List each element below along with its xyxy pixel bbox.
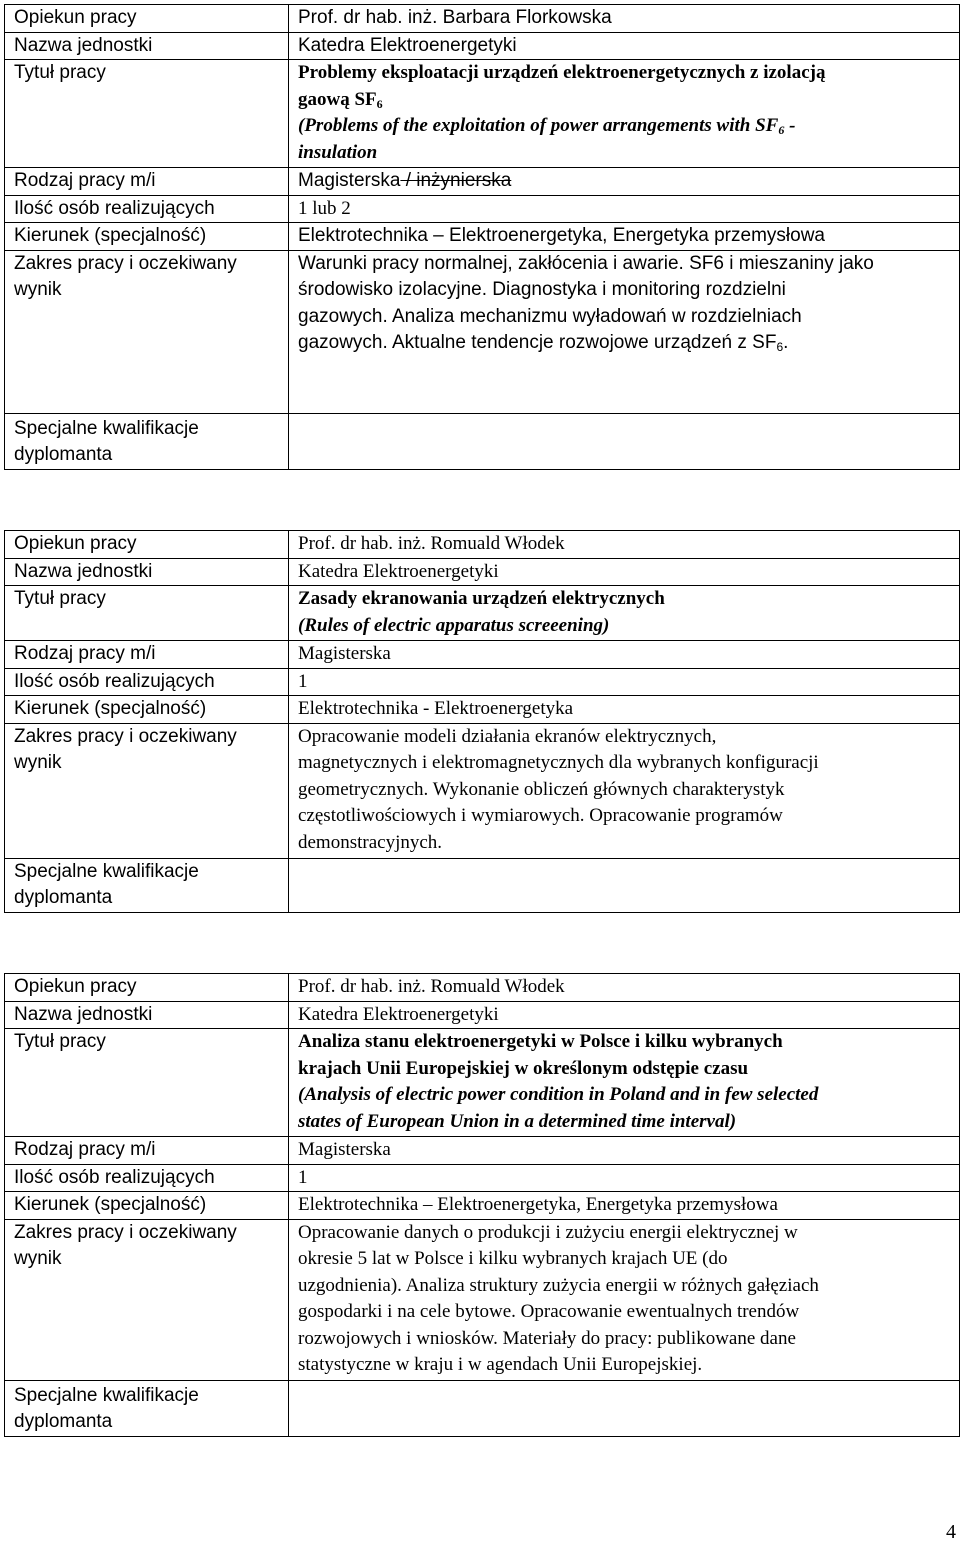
value-supervisor: Prof. dr hab. inż. Romuald Włodek (289, 974, 960, 1002)
label-scope: Zakres pracy i oczekiwany wynik (5, 250, 289, 413)
value-unit: Katedra Elektroenergetyki (289, 1001, 960, 1029)
label-supervisor: Opiekun pracy (5, 531, 289, 559)
label-unit: Nazwa jednostki (5, 1001, 289, 1029)
value-qualifications (289, 413, 960, 469)
title-pl-line: Zasady ekranowania urządzeń elektrycznych (298, 588, 665, 609)
struck-type: / inżynierska (400, 170, 512, 191)
label-persons: Ilość osób realizujących (5, 1164, 289, 1192)
label-field: Kierunek (specjalność) (5, 696, 289, 724)
value-qualifications (289, 1380, 960, 1436)
value-title (289, 586, 960, 641)
title-en-line: (Rules of electric apparatus screeening) (298, 614, 610, 636)
thesis-table-3 (4, 973, 960, 1437)
value-qualifications (289, 858, 960, 912)
title-pl-line: Analiza stanu elektroenergetyki w Polsce i kilku wybranych (298, 1031, 783, 1052)
value-field: Elektrotechnika – Elektroenergetyka, Energetyka przemysłowa (289, 223, 960, 251)
value-supervisor: Prof. dr hab. inż. Romuald Włodek (289, 531, 960, 559)
value-field: Elektrotechnika – Elektroenergetyka, Energetyka przemysłowa (289, 1192, 960, 1220)
title-pl-line: Problemy eksploatacji urządzeń elektroenergetycznych z izolacją (298, 62, 826, 83)
thesis-table-2 (4, 530, 960, 913)
value-supervisor: Prof. dr hab. inż. Barbara Florkowska (289, 5, 960, 33)
label-field: Kierunek (specjalność) (5, 1192, 289, 1220)
label-qualifications: Specjalne kwalifikacje dyplomanta (5, 413, 289, 469)
value-persons: 1 (289, 1164, 960, 1192)
label-field: Kierunek (specjalność) (5, 223, 289, 251)
value-scope: Opracowanie danych o produkcji i zużyciu energii elektrycznej w okresie 5 lat w Polsce i kilku wybranych krajach UE (do uzgodnienia). Analiza struktury zużycia energii w różnych gałęziach gospodarki i na cele bytowe. Opracowanie ewentualnych trendów rozwojowych i wniosków. Materiały do pracy: publikowane dane statystyczne w kraju i w agendach Unii Europejskiej. (289, 1219, 960, 1380)
value-title (289, 1029, 960, 1137)
value-unit: Katedra Elektroenergetyki (289, 558, 960, 586)
label-title: Tytuł pracy (5, 586, 289, 641)
value-type: Magisterska (289, 1137, 960, 1165)
value-unit: Katedra Elektroenergetyki (289, 32, 960, 60)
value-field: Elektrotechnika - Elektroenergetyka (289, 696, 960, 724)
label-type: Rodzaj pracy m/i (5, 168, 289, 196)
label-unit: Nazwa jednostki (5, 558, 289, 586)
title-en-line: states of European Union in a determined time interval) (298, 1110, 737, 1132)
label-persons: Ilość osób realizujących (5, 668, 289, 696)
label-title: Tytuł pracy (5, 1029, 289, 1137)
label-title: Tytuł pracy (5, 60, 289, 168)
label-persons: Ilość osób realizujących (5, 195, 289, 223)
label-supervisor: Opiekun pracy (5, 974, 289, 1002)
value-scope: Warunki pracy normalnej, zakłócenia i awarie. SF6 i mieszaniny jako środowisko izolacyjne. Diagnostyka i monitoring rozdzielni gazowych. Analiza mechanizmu wyładowań w rozdzielniach gazowych. Aktualne tendencje rozwojowe urządzeń z $SF_6$. (289, 250, 960, 413)
title-en-line: (Problems of the exploitation of power arrangements with $SF_6$ - (298, 115, 796, 137)
label-type: Rodzaj pracy m/i (5, 641, 289, 669)
label-unit: Nazwa jednostki (5, 32, 289, 60)
title-pl-line: gaową $SF_6$ (298, 88, 383, 111)
title-en-line: insulation (298, 141, 378, 163)
label-supervisor: Opiekun pracy (5, 5, 289, 33)
thesis-table-1 (4, 4, 960, 470)
value-title (289, 60, 960, 168)
value-persons: 1 lub 2 (289, 195, 960, 223)
label-qualifications: Specjalne kwalifikacje dyplomanta (5, 858, 289, 912)
label-type: Rodzaj pracy m/i (5, 1137, 289, 1165)
label-scope: Zakres pracy i oczekiwany wynik (5, 1219, 289, 1380)
value-persons: 1 (289, 668, 960, 696)
page-number: 4 (946, 1521, 956, 1543)
title-en-line: (Analysis of electric power condition in Poland and in few selected (298, 1084, 819, 1105)
label-scope: Zakres pracy i oczekiwany wynik (5, 723, 289, 858)
title-pl-line: krajach Unii Europejskiej w określonym odstępie czasu (298, 1057, 749, 1079)
value-scope: Opracowanie modeli działania ekranów elektrycznych, magnetycznych i elektromagnetycznych dla wybranych konfiguracji geometrycznych. Wykonanie obliczeń głównych charakterystyk częstotliwościowych i wymiarowych. Opracowanie programów demonstracyjnych. (289, 723, 960, 858)
value-type: Magisterska (289, 641, 960, 669)
value-type: Magisterska / inżynierska (289, 168, 960, 196)
label-qualifications: Specjalne kwalifikacje dyplomanta (5, 1380, 289, 1436)
